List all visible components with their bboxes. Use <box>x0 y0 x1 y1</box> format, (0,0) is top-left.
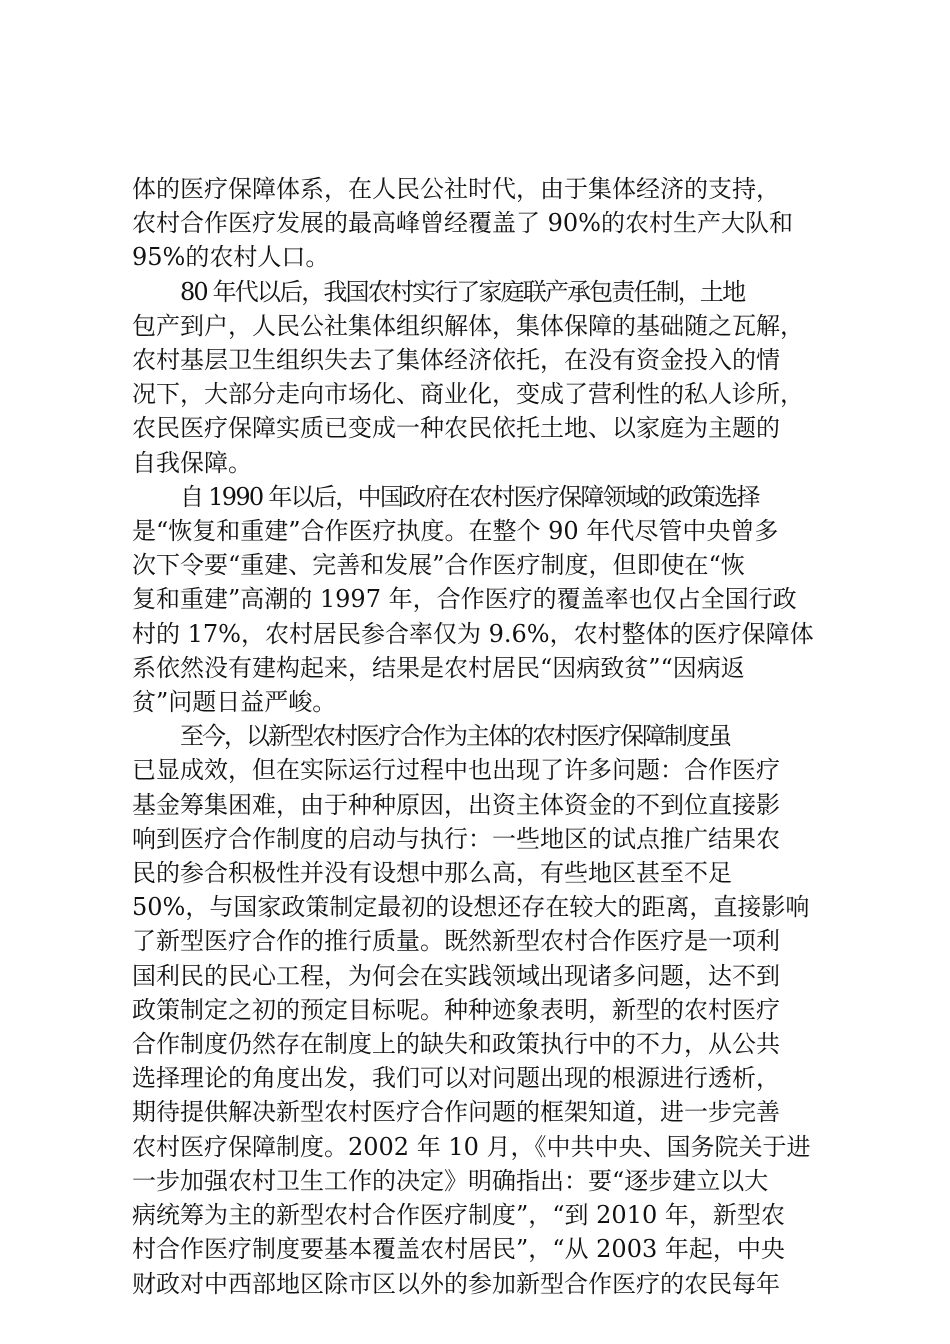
text-line: 农村基层卫生组织失去了集体经济依托，在没有资金投入的情 <box>132 346 780 375</box>
text-line: 一步加强农村卫生工作的决定》明确指出：要“逐步建立以大 <box>132 1166 769 1195</box>
paragraph <box>132 480 832 719</box>
text-line: 期待提供解决新型农村医疗合作问题的框架知道，进一步完善 <box>132 1098 780 1127</box>
text-line: 复和重建”高潮的 1997 年，合作医疗的覆盖率也仅占全国行政 <box>132 585 797 614</box>
text-line: 是“恢复和重建”合作医疗执度。在整个 90 年代尽管中央曾多 <box>132 517 779 546</box>
text-line: 村的 17%，农村居民参合率仅为 9.6%，农村整体的医疗保障体 <box>132 619 814 648</box>
text-line: 财政对中西部地区除市区以外的参加新型合作医疗的农民每年 <box>132 1269 780 1298</box>
text-line: 50%，与国家政策制定最初的设想还存在较大的距离，直接影响 <box>132 893 810 922</box>
text-line: 体的医疗保障体系，在人民公社时代，由于集体经济的支持， <box>132 175 780 203</box>
text-line: 贫”问题日益严峻。 <box>132 688 337 717</box>
text-line: 次下令要“重建、完善和发展”合作医疗制度，但即使在“恢 <box>132 551 745 580</box>
text-line: 了新型医疗合作的推行质量。既然新型农村合作医疗是一项利 <box>132 927 780 956</box>
paragraph <box>132 275 832 480</box>
text-line: 自 1990 年以后，中国政府在农村医疗保障领域的政策选择 <box>180 482 759 511</box>
text-line: 自我保障。 <box>132 448 252 477</box>
text-line: 至今，以新型农村医疗合作为主体的农村医疗保障制度虽 <box>180 722 730 751</box>
text-line: 政策制定之初的预定目标呢。种种迹象表明，新型的农村医疗 <box>132 995 780 1024</box>
text-line: 选择理论的角度出发，我们可以对问题出现的根源进行透析， <box>132 1064 780 1093</box>
text-line: 95%的农村人口。 <box>132 243 330 272</box>
text-line: 80 年代以后，我国农村实行了家庭联产承包责任制，土地 <box>180 277 745 306</box>
text-line: 合作制度仍然存在制度上的缺失和政策执行中的不力，从公共 <box>132 1030 780 1059</box>
text-line: 国利民的民心工程，为何会在实践领域出现诸多问题，达不到 <box>132 961 780 990</box>
paragraph <box>132 172 832 275</box>
text-line: 农村医疗保障制度。2002 年 10 月，《中共中央、国务院关于进 <box>132 1132 811 1161</box>
text-line: 农民医疗保障实质已变成一种农民依托土地、以家庭为主题的 <box>132 414 780 443</box>
text-line: 病统筹为主的新型农村合作医疗制度”，“到 2010 年，新型农 <box>132 1201 785 1230</box>
text-line: 已显成效，但在实际运行过程中也出现了许多问题：合作医疗 <box>132 756 780 785</box>
text-line: 村合作医疗制度要基本覆盖农村居民”，“从 2003 年起，中央 <box>132 1235 785 1264</box>
text-line: 基金筹集困难，由于种种原因，出资主体资金的不到位直接影 <box>132 790 780 819</box>
paragraph <box>132 719 832 1300</box>
text-line: 农村合作医疗发展的最高峰曾经覆盖了 90%的农村生产大队和 <box>132 209 793 238</box>
text-line: 响到医疗合作制度的启动与执行：一些地区的试点推广结果农 <box>132 824 780 853</box>
body-text <box>132 172 832 1301</box>
text-line: 系依然没有建构起来，结果是农村居民“因病致贫”“因病返 <box>132 653 745 682</box>
text-line: 民的参合积极性并没有设想中那么高，有些地区甚至不足 <box>132 859 732 888</box>
text-line: 包产到户，人民公社集体组织解体，集体保障的基础随之瓦解， <box>132 311 804 340</box>
text-line: 况下，大部分走向市场化、商业化，变成了营利性的私人诊所， <box>132 380 804 409</box>
